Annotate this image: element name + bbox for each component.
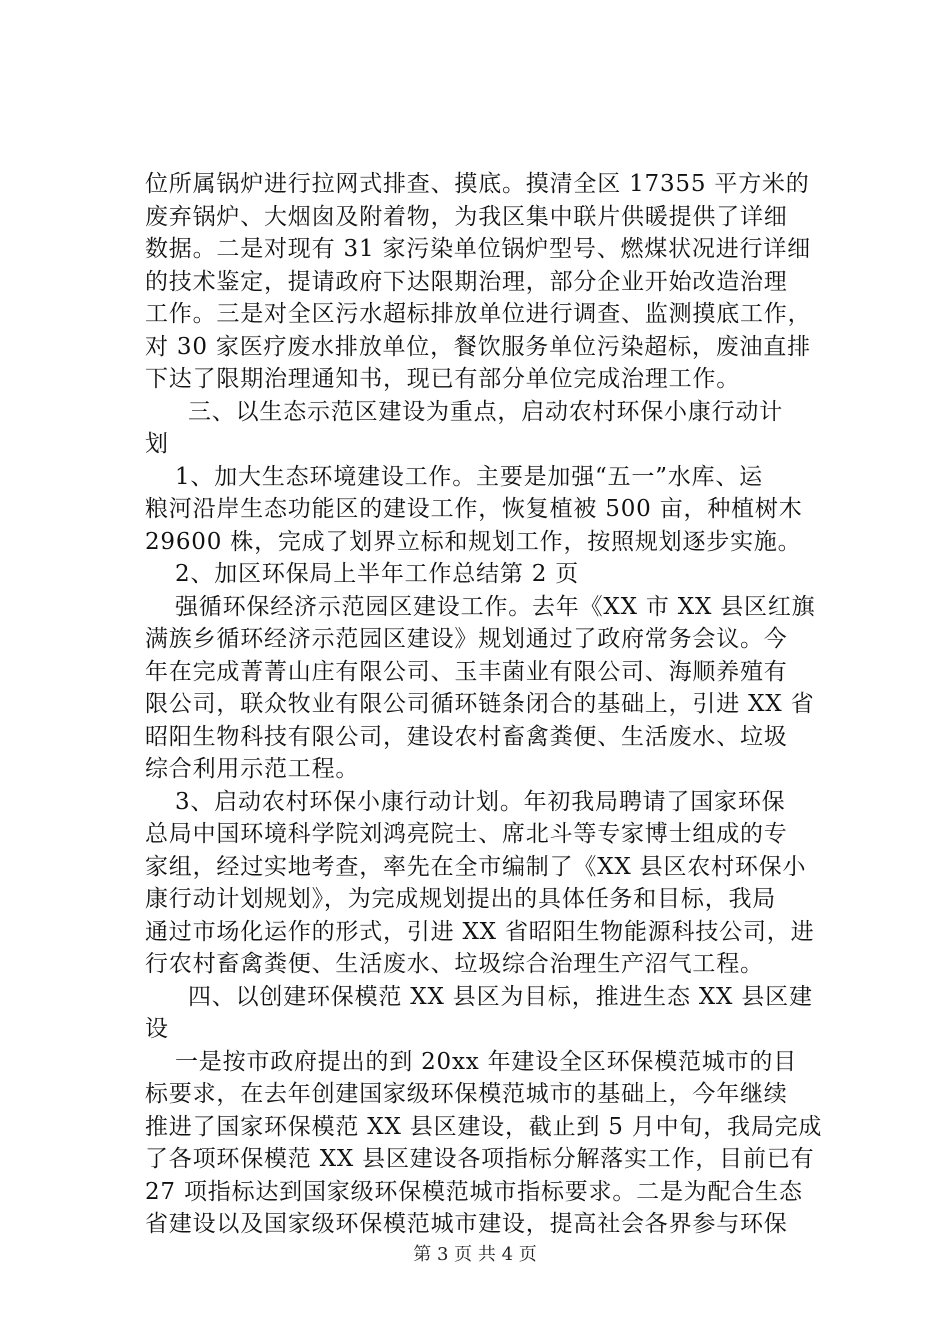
text-line: 1、加大生态环境建设工作。主要是加强“五一”水库、运: [175, 463, 763, 490]
text-line: 29600 株，完成了划界立标和规划工作，按照规划逐步实施。: [145, 528, 802, 555]
text-line: 工作。三是对全区污水超标排放单位进行调查、监测摸底工作，: [145, 301, 812, 327]
section-heading: 四、以创建环保模范 XX 县区为目标，推进生态 XX 县区建: [188, 983, 813, 1010]
text-line: 省建设以及国家级环保模范城市建设，提高社会各界参与环保: [145, 1211, 788, 1237]
text-line: 3、启动农村环保小康行动计划。年初我局聘请了国家环保: [175, 788, 786, 815]
page-number: 第 3 页 共 4 页: [413, 1244, 537, 1265]
text-line: 康行动计划规划》，为完成规划提出的具体任务和目标，我局: [145, 886, 777, 912]
text-line: 2、加区环保局上半年工作总结第 2 页: [175, 561, 580, 587]
text-line: 年在完成菁菁山庄有限公司、玉丰菌业有限公司、海顺养殖有: [145, 658, 788, 685]
text-line: 粮河沿岸生态功能区的建设工作，恢复植被 500 亩，种植树木: [145, 496, 803, 522]
text-line: 综合利用示范工程。: [145, 756, 360, 782]
text-line: 废弃锅炉、大烟囱及附着物，为我区集中联片供暖提供了详细: [145, 203, 788, 230]
text-line: 对 30 家医疗废水排放单位，餐饮服务单位污染超标，废油直排: [145, 333, 811, 360]
section-heading-continued: 划: [145, 431, 169, 457]
text-line: 一是按市政府提出的到 20xx 年建设全区环保模范城市的目: [175, 1048, 798, 1075]
text-line: 行农村畜禽粪便、生活废水、垃圾综合治理生产沼气工程。: [145, 951, 764, 977]
text-line: 家组，经过实地考查，率先在全市编制了《XX 县区农村环保小: [145, 853, 807, 880]
text-line: 满族乡循环经济示范园区建设》规划通过了政府常务会议。今: [145, 626, 788, 652]
text-line: 标要求，在去年创建国家级环保模范城市的基础上，今年继续: [145, 1081, 788, 1107]
text-line: 推进了国家环保模范 XX 县区建设，截止到 5 月中旬，我局完成: [145, 1113, 823, 1140]
text-line: 27 项指标达到国家级环保模范城市指标要求。二是为配合生态: [145, 1178, 803, 1205]
text-line: 昭阳生物科技有限公司，建设农村畜禽粪便、生活废水、垃圾: [145, 723, 788, 750]
text-line: 总局中国环境科学院刘鸿亮院士、席北斗等专家博士组成的专: [145, 821, 788, 847]
text-line: 的技术鉴定，提请政府下达限期治理，部分企业开始改造治理: [145, 268, 788, 295]
text-line: 了各项环保模范 XX 县区建设各项指标分解落实工作，目前已有: [145, 1146, 815, 1172]
text-line: 下达了限期治理通知书，现已有部分单位完成治理工作。: [145, 366, 740, 392]
text-line: 数据。二是对现有 31 家污染单位锅炉型号、燃煤状况进行详细: [145, 236, 811, 262]
section-heading: 三、以生态示范区建设为重点，启动农村环保小康行动计: [188, 398, 783, 425]
text-line: 限公司，联众牧业有限公司循环链条闭合的基础上，引进 XX 省: [145, 691, 815, 717]
text-line: 位所属锅炉进行拉网式排查、摸底。摸清全区 17355 平方米的: [145, 171, 810, 197]
section-heading-continued: 设: [145, 1016, 169, 1042]
text-line: 通过市场化运作的形式，引进 XX 省昭阳生物能源科技公司，进: [145, 918, 815, 945]
text-line: 强循环保经济示范园区建设工作。去年《XX 市 XX 县区红旗: [175, 593, 816, 620]
